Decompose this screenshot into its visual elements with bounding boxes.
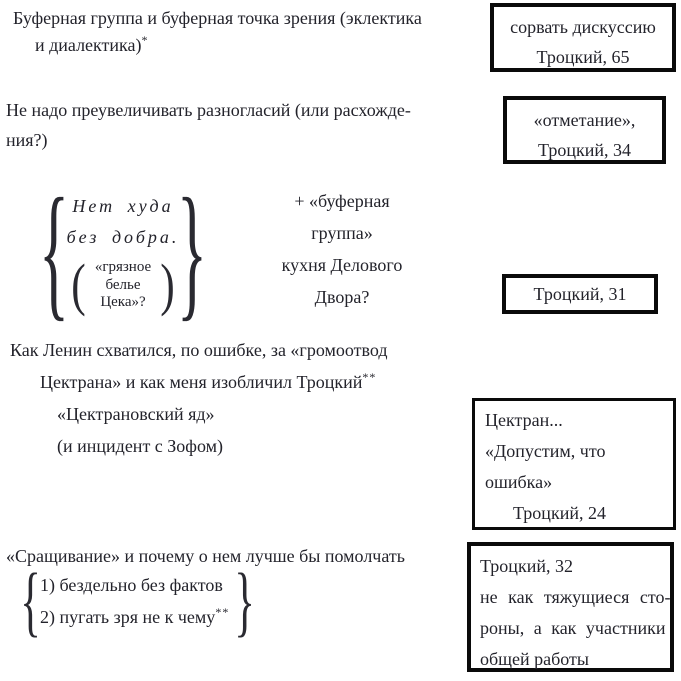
- open-brace-glyph: {: [20, 556, 41, 644]
- paren-subgroup: [64, 252, 182, 318]
- brace-list-items: [40, 569, 229, 633]
- brace-group-content: [64, 191, 182, 318]
- quote-line: Троцкий, 24: [513, 503, 606, 523]
- heading-line: Не надо преувеличивать разногласий (или расхожде-: [6, 100, 411, 120]
- heading-line: «Сращивание» и почему о нем лучше бы помолчать: [6, 546, 405, 566]
- close-brace-glyph: }: [234, 556, 256, 644]
- quote-box-trotsky-65: [490, 3, 676, 72]
- paren-line: Цека»?: [100, 294, 146, 311]
- heading-line: Буферная группа и буферная точка зрения (эклектика: [13, 8, 422, 28]
- annotation-line: группа»: [311, 223, 373, 243]
- quote-line: роны, а как участники: [480, 618, 666, 638]
- middle-annotation-column: [272, 185, 412, 313]
- footnote-mark: **: [215, 605, 230, 619]
- footnote-mark: **: [362, 370, 377, 384]
- quote-line: Троцкий, 34: [538, 140, 631, 160]
- quote-line: ошибка»: [485, 472, 553, 492]
- quote-line: «Допустим, что: [485, 441, 606, 461]
- quote-line: «отметание»,: [533, 110, 636, 130]
- quote-line: общей работы: [480, 649, 590, 669]
- heading-line: и диалектика)*: [35, 33, 149, 55]
- close-brace-glyph: }: [176, 168, 208, 335]
- annotation-line: кухня Делового: [281, 255, 403, 275]
- heading-line: «Цектрановский яд»: [57, 404, 215, 424]
- quote-line: не как тяжущиеся сто-: [480, 587, 671, 607]
- heading-lenin-tsektran: [10, 334, 388, 462]
- heading-line: (и инцидент с Зофом): [57, 436, 224, 456]
- heading-buffer-group: [13, 5, 422, 59]
- brace-group-net-khuda: [38, 168, 208, 335]
- italic-line: без добра.: [66, 226, 180, 247]
- list-item: 1) бездельно без фактов: [40, 575, 223, 595]
- heading-disagreements: [6, 95, 411, 155]
- heading-line: ния?): [6, 130, 48, 150]
- brace-list-group: [20, 556, 256, 644]
- list-item: 2) пугать зря не к чему**: [40, 605, 230, 627]
- quote-line: Троцкий, 31: [533, 284, 627, 304]
- italic-line: Нет худа: [72, 195, 174, 216]
- paren-line: «грязное: [94, 259, 152, 276]
- quote-line: сорвать дискуссию: [510, 17, 656, 37]
- quote-line: Троцкий, 65: [536, 47, 630, 67]
- annotation-line: + «буферная: [294, 191, 390, 211]
- heading-line: Цектрана» и как меня изобличил Троцкий**: [40, 370, 377, 392]
- quote-line: Цектран...: [485, 410, 563, 430]
- quote-box-trotsky-34: [503, 96, 666, 164]
- close-paren-glyph: ): [160, 252, 175, 318]
- paren-content: [84, 259, 162, 312]
- quote-box-trotsky-32: [467, 542, 674, 672]
- quote-line: Троцкий, 32: [480, 556, 573, 576]
- footnote-mark: *: [141, 33, 149, 47]
- quote-box-trotsky-24: [472, 398, 676, 530]
- annotation-line: Двора?: [314, 287, 370, 307]
- open-brace-glyph: {: [38, 168, 70, 335]
- paren-line: белье: [105, 276, 141, 293]
- quote-box-trotsky-31: [502, 274, 658, 314]
- open-paren-glyph: (: [71, 252, 86, 318]
- heading-line: Как Ленин схватился, по ошибке, за «громоотвод: [10, 340, 388, 360]
